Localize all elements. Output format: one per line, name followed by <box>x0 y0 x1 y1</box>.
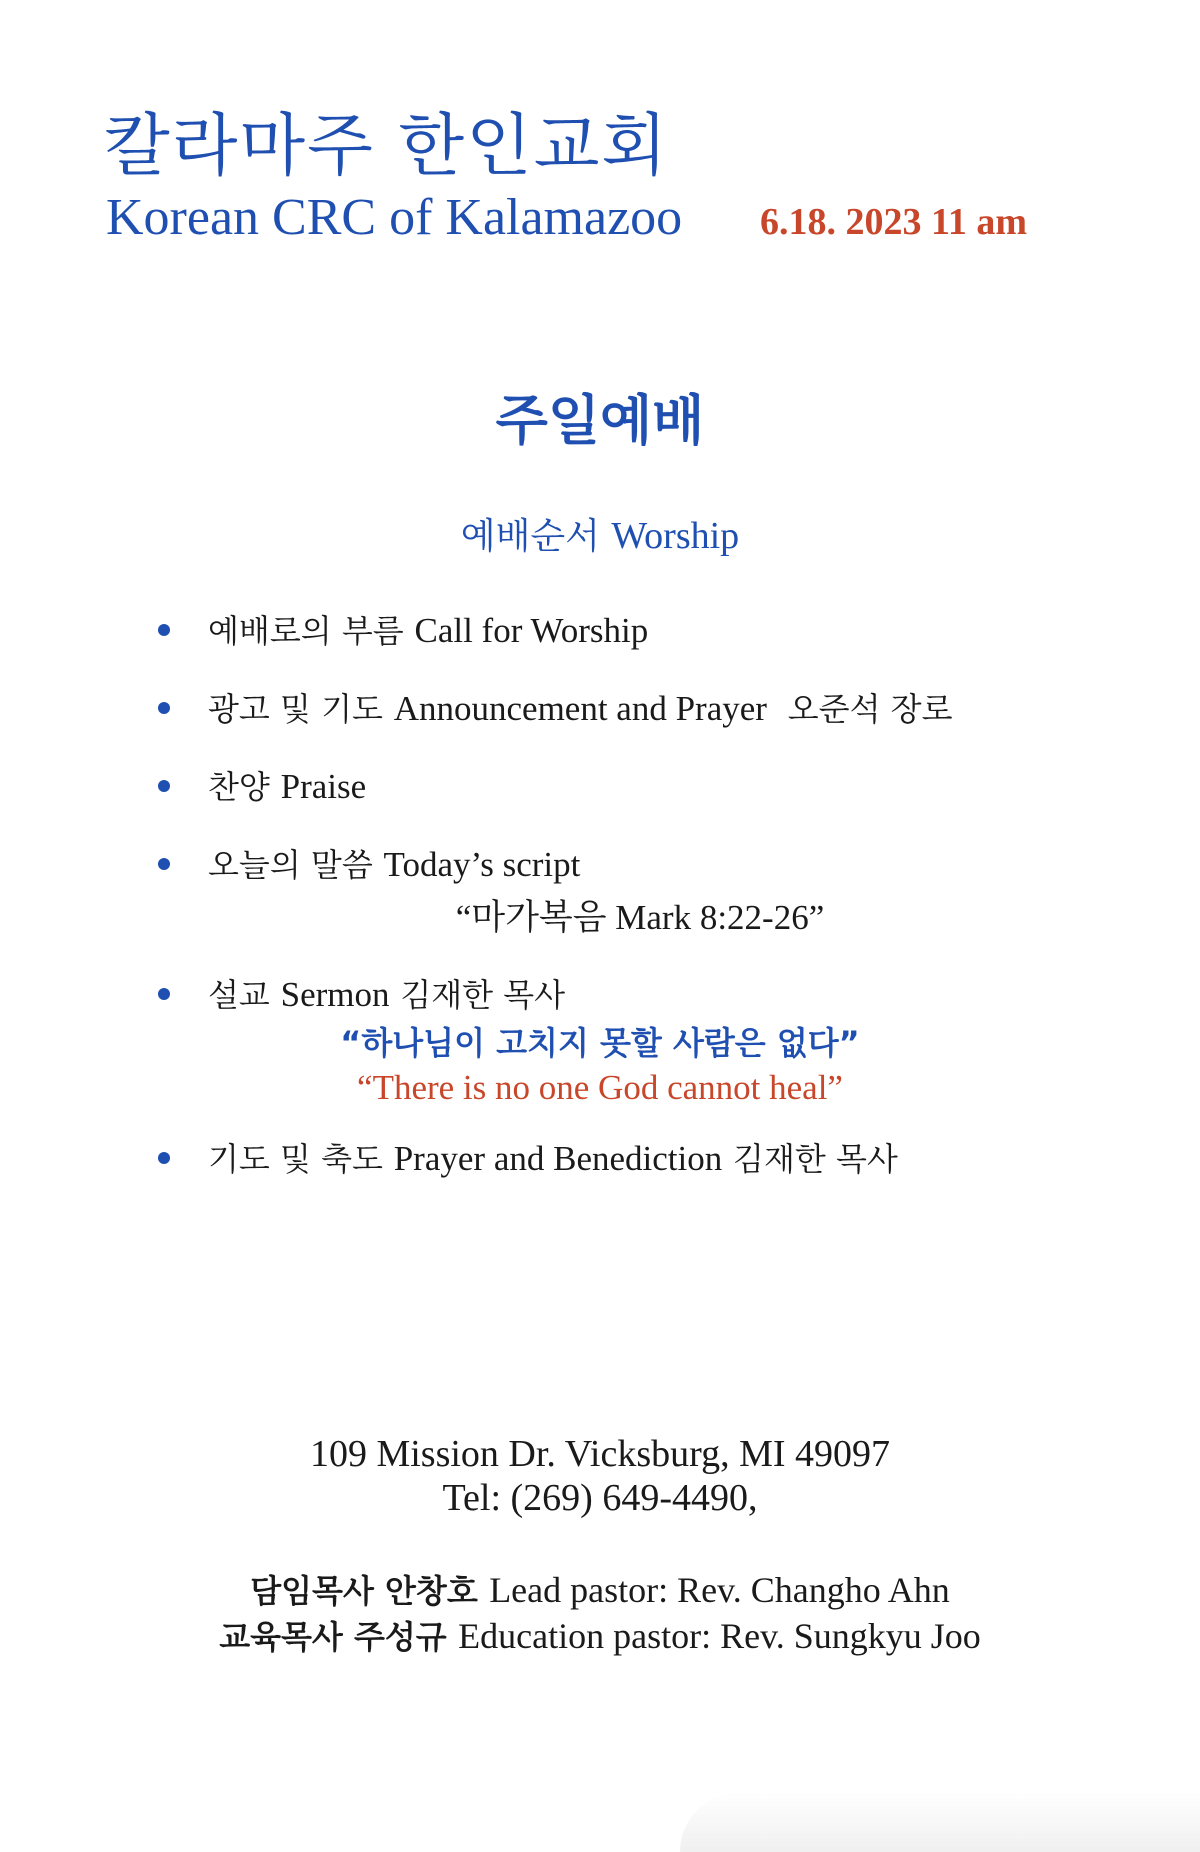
order-item-english: Prayer and Benediction <box>393 1139 723 1178</box>
order-item-korean: 기도 및 축도 <box>208 1140 383 1178</box>
order-heading-korean: 예배순서 <box>460 516 600 557</box>
church-address: 109 Mission Dr. Vicksburg, MI 49097 <box>309 1433 891 1475</box>
sermon-title-english: “There is no one God cannot heal” <box>357 1068 843 1107</box>
lead-pastor-line <box>0 1566 1200 1612</box>
lead-pastor-korean: 담임목사 안창호 <box>250 1572 478 1610</box>
order-item-person: 오준석 장로 <box>787 690 953 728</box>
order-of-worship-heading <box>0 508 1200 559</box>
order-item-english: Sermon <box>280 975 390 1014</box>
order-item-prayer-benediction <box>158 1134 898 1180</box>
church-name-korean: 칼라마주 한인교회 <box>104 107 670 186</box>
order-item-person: 김재한 목사 <box>733 1140 898 1178</box>
bullet-icon <box>158 858 170 870</box>
education-pastor-english: Education pastor: Rev. Sungkyu Joo <box>458 1616 981 1656</box>
scripture-reference: “마가복음 Mark 8:22-26” <box>455 898 825 937</box>
education-pastor-line <box>0 1612 1200 1658</box>
education-pastor-korean: 교육목사 주성규 <box>219 1618 447 1656</box>
bullet-icon <box>158 988 170 1000</box>
bullet-icon <box>158 780 170 792</box>
church-name-english: Korean CRC of Kalamazoo <box>106 189 683 246</box>
order-item-todays-script <box>158 840 580 886</box>
order-item-korean: 예배로의 부름 <box>208 612 404 650</box>
order-item-korean: 오늘의 말씀 <box>208 846 373 884</box>
order-item-korean: 설교 <box>208 976 270 1014</box>
order-item-english: Today’s script <box>383 845 581 884</box>
order-heading-english: Worship <box>611 515 740 557</box>
sermon-title-korean: “하나님이 고치지 못할 사람은 없다” <box>340 1024 860 1062</box>
church-phone: Tel: (269) 649-4490, <box>442 1477 758 1519</box>
page-curl-shadow <box>680 1792 1200 1852</box>
order-item-english: Call for Worship <box>414 611 649 650</box>
order-item-announcement <box>158 684 952 730</box>
order-item-sermon <box>158 970 565 1016</box>
bullet-icon <box>158 624 170 636</box>
lead-pastor-english: Lead pastor: Rev. Changho Ahn <box>489 1570 950 1610</box>
order-item-call-for-worship <box>158 606 648 652</box>
order-item-english: Praise <box>280 767 367 806</box>
order-item-person: 김재한 목사 <box>400 976 566 1014</box>
order-item-english: Announcement and Prayer <box>393 689 767 728</box>
bullet-icon <box>158 1152 170 1164</box>
bullet-icon <box>158 702 170 714</box>
order-item-korean: 광고 및 기도 <box>208 690 383 728</box>
order-item-praise <box>158 762 366 808</box>
service-title: 주일예배 <box>495 389 705 452</box>
order-item-korean: 찬양 <box>208 768 270 806</box>
service-datetime: 6.18. 2023 11 am <box>760 201 1028 243</box>
